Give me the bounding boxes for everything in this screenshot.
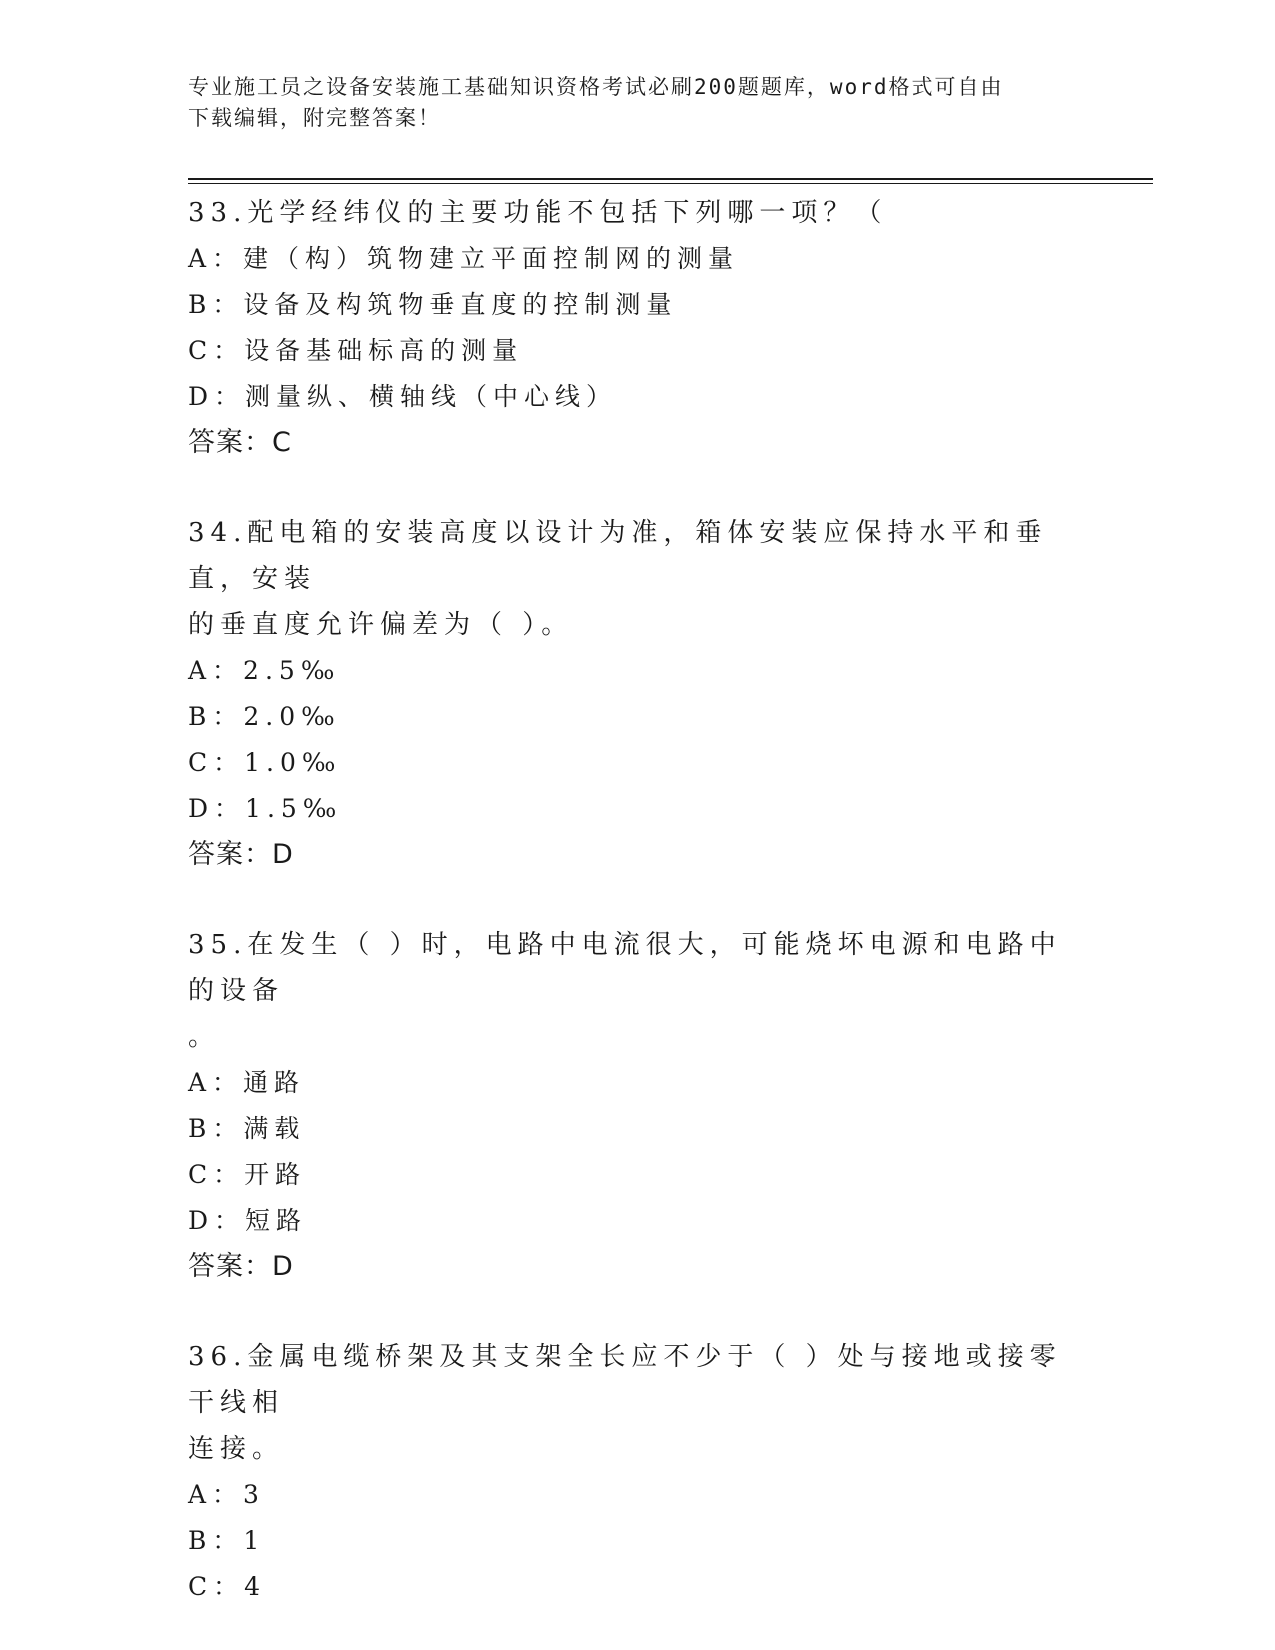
question-34 bbox=[188, 510, 1088, 878]
question-stem: 33.光学经纬仪的主要功能不包括下列哪一项？（ bbox=[188, 198, 888, 228]
answer: 答案：D bbox=[188, 839, 294, 870]
option-b: B：设备及构筑物垂直度的控制测量 bbox=[188, 290, 678, 319]
question-stem: 34.配电箱的安装高度以设计为准，箱体安装应保持水平和垂直，安装 bbox=[188, 518, 1048, 594]
spacer bbox=[188, 1290, 1088, 1334]
question-stem-continued: 。 bbox=[188, 1022, 221, 1052]
option-d: D：1.5‰ bbox=[188, 794, 343, 823]
question-list bbox=[188, 190, 1088, 1610]
spacer bbox=[188, 466, 1088, 510]
answer: 答案：C bbox=[188, 427, 292, 458]
option-a: A：3 bbox=[188, 1480, 265, 1509]
question-35 bbox=[188, 922, 1088, 1290]
answer: 答案：D bbox=[188, 1251, 294, 1282]
option-d: D：测量纵、横轴线（中心线） bbox=[188, 382, 618, 411]
spacer bbox=[188, 878, 1088, 922]
option-b: B：1 bbox=[188, 1526, 266, 1555]
question-33 bbox=[188, 190, 1088, 466]
document-header bbox=[188, 72, 1088, 134]
option-d: D：短路 bbox=[188, 1206, 308, 1235]
option-c: C：1.0‰ bbox=[188, 748, 342, 777]
header-divider-thin bbox=[188, 183, 1153, 184]
option-a: A：建（构）筑物建立平面控制网的测量 bbox=[188, 244, 740, 273]
question-36 bbox=[188, 1334, 1088, 1610]
option-c: C：4 bbox=[188, 1572, 267, 1601]
option-c: C：开路 bbox=[188, 1160, 307, 1189]
header-line-2: 下载编辑，附完整答案！ bbox=[188, 106, 441, 130]
header-divider-thick bbox=[188, 178, 1153, 180]
option-b: B：满载 bbox=[188, 1114, 306, 1143]
question-stem: 36.金属电缆桥架及其支架全长应不少于（ ）处与接地或接零干线相 bbox=[188, 1342, 1062, 1418]
header-line-1: 专业施工员之设备安装施工基础知识资格考试必刷200题题库，word格式可自由 bbox=[188, 75, 1004, 99]
option-c: C：设备基础标高的测量 bbox=[188, 336, 524, 365]
question-stem-continued: 连接。 bbox=[188, 1434, 285, 1464]
question-stem-continued: 的垂直度允许偏差为（ ）。 bbox=[188, 610, 574, 640]
option-b: B：2.0‰ bbox=[188, 702, 341, 731]
option-a: A：2.5‰ bbox=[188, 656, 341, 685]
question-stem: 35.在发生（ ）时，电路中电流很大，可能烧坏电源和电路中的设备 bbox=[188, 930, 1062, 1006]
option-a: A：通路 bbox=[188, 1068, 306, 1097]
